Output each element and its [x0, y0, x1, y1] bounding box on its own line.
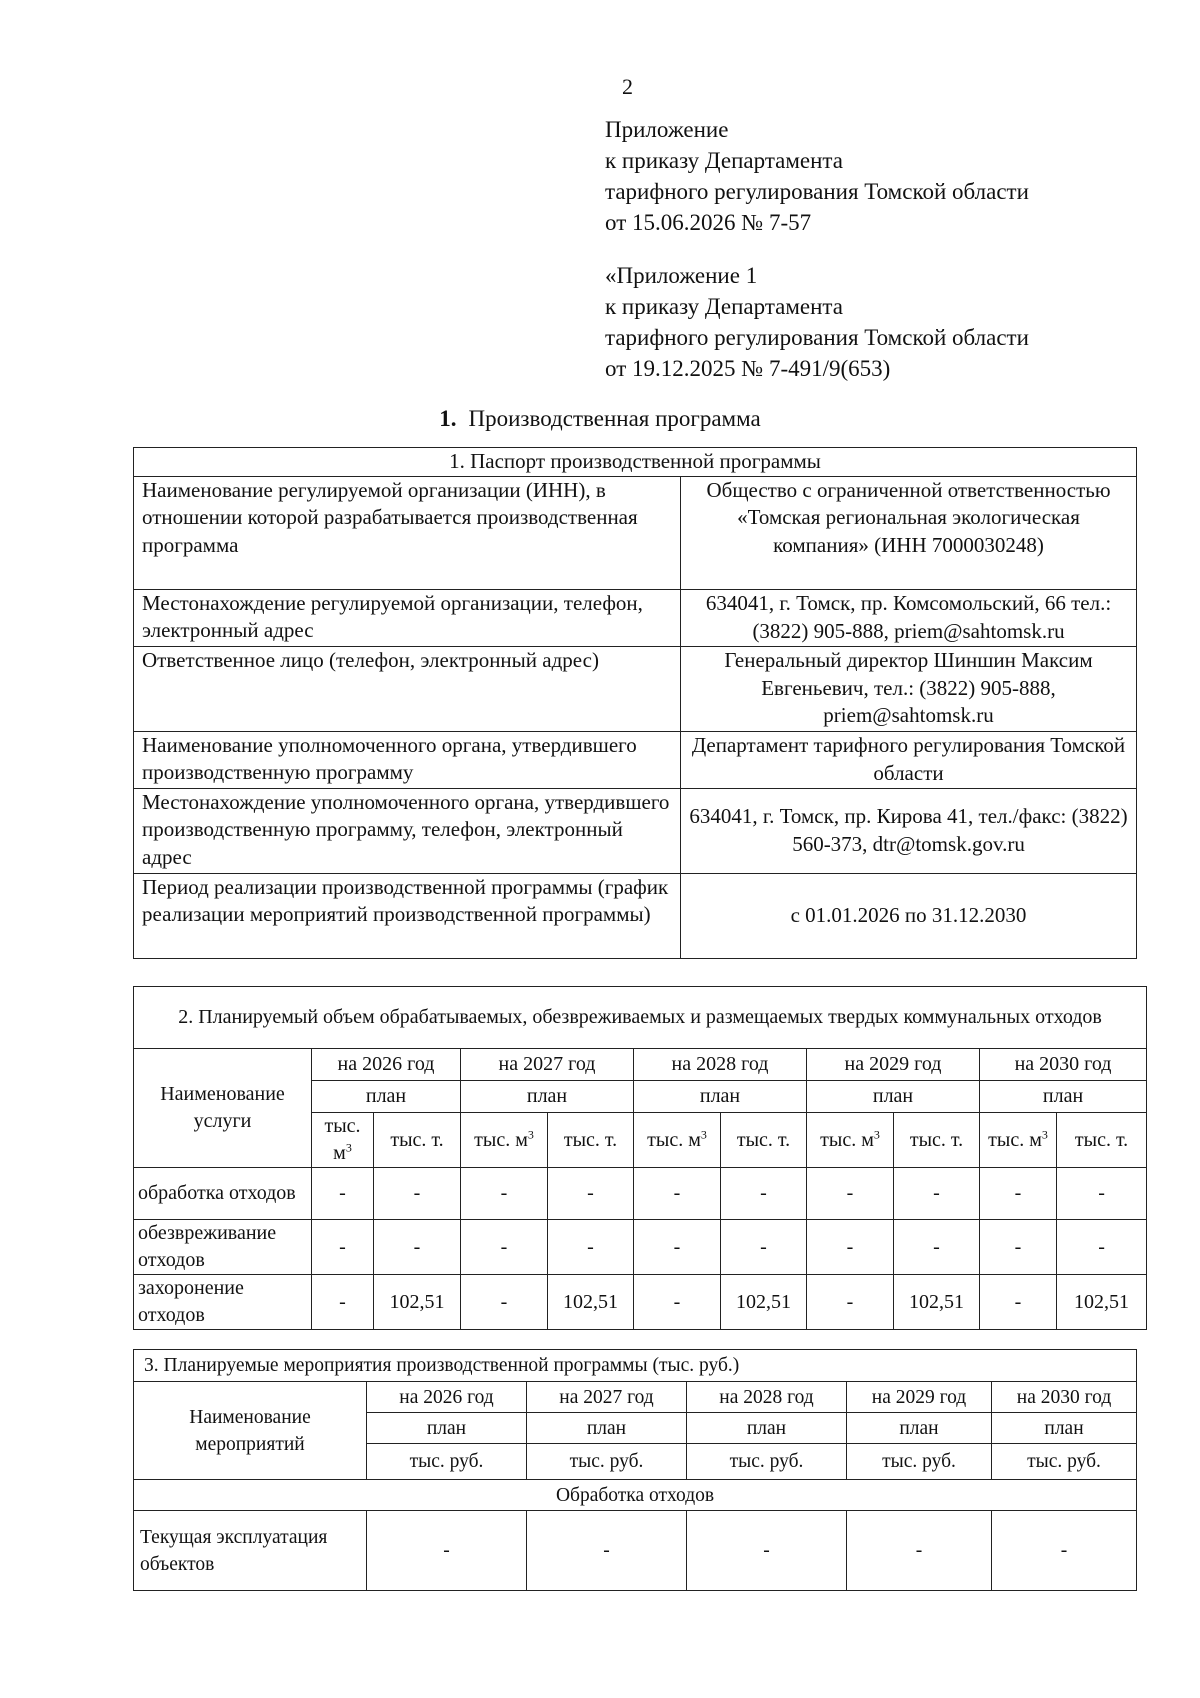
plan-header: план: [367, 1413, 527, 1444]
table-title-row: [134, 448, 1137, 477]
value-cell: 102,51: [548, 1275, 634, 1330]
unit-header: тыс. руб.: [847, 1444, 992, 1480]
year-header: на 2029 год: [847, 1382, 992, 1413]
value-cell: -: [312, 1220, 374, 1275]
volumes-table: [133, 986, 1147, 1330]
appendix-1-line: тарифного регулирования Томской области: [605, 325, 1029, 350]
passport-value: с 01.01.2026 по 31.12.2030: [681, 873, 1137, 958]
unit-t-header: тыс. т.: [721, 1113, 807, 1168]
value-cell: -: [527, 1511, 687, 1591]
subsection-row: [134, 1480, 1137, 1511]
value-cell: -: [461, 1220, 548, 1275]
unit-t-header: тыс. т.: [1057, 1113, 1147, 1168]
unit-m3-label: тыс. м: [324, 1115, 361, 1164]
value-cell: -: [461, 1168, 548, 1220]
table-row: [134, 476, 1137, 589]
section-number: 1.: [439, 406, 457, 431]
table-title-row: [134, 987, 1147, 1049]
value-cell: -: [807, 1275, 894, 1330]
appendix-1-line: к приказу Департамента: [605, 294, 843, 319]
table-row: [134, 788, 1137, 873]
unit-t-header: тыс. т.: [374, 1113, 461, 1168]
plan-header: план: [980, 1081, 1147, 1113]
passport-label: Местонахождение уполномоченного органа, утвердившего производственную программу, телефон, электронный адрес: [134, 788, 681, 873]
plan-header: план: [634, 1081, 807, 1113]
value-cell: -: [721, 1168, 807, 1220]
plan-header: план: [992, 1413, 1137, 1444]
year-header: на 2026 год: [312, 1049, 461, 1081]
unit-header: тыс. руб.: [992, 1444, 1137, 1480]
appendix-line: тарифного регулирования Томской области: [605, 179, 1029, 204]
passport-label: Местонахождение регулируемой организации, телефон, электронный адрес: [134, 589, 681, 646]
unit-m3-header: [807, 1113, 894, 1168]
value-cell: -: [687, 1511, 847, 1591]
unit-m3-label: тыс. м: [647, 1128, 701, 1151]
unit-t-header: тыс. т.: [894, 1113, 980, 1168]
year-header: на 2028 год: [687, 1382, 847, 1413]
table-row: [134, 646, 1137, 731]
value-cell: -: [894, 1220, 980, 1275]
plan-header: план: [687, 1413, 847, 1444]
year-header: на 2030 год: [980, 1049, 1147, 1081]
value-cell: -: [980, 1220, 1057, 1275]
passport-value: 634041, г. Томск, пр. Кирова 41, тел./факс: (3822) 560-373, dtr@tomsk.gov.ru: [681, 788, 1137, 873]
table-row: [134, 1511, 1137, 1591]
service-name-header: Наименование услуги: [134, 1049, 312, 1168]
value-cell: -: [634, 1220, 721, 1275]
table-row: [134, 731, 1137, 788]
appendix-line: от 15.06.2026 № 7-57: [605, 210, 812, 235]
value-cell: -: [548, 1220, 634, 1275]
year-header: на 2027 год: [461, 1049, 634, 1081]
value-cell: -: [374, 1220, 461, 1275]
table-row: [134, 1168, 1147, 1220]
plan-header: план: [461, 1081, 634, 1113]
appendix-1-line: «Приложение 1: [605, 263, 758, 288]
passport-table: [133, 447, 1137, 959]
measure-name-header: Наименование мероприятий: [134, 1382, 367, 1480]
page-number: 2: [622, 74, 633, 99]
unit-m3-sup: 3: [1041, 1126, 1048, 1141]
unit-m3-sup: 3: [700, 1126, 707, 1141]
year-header: на 2026 год: [367, 1382, 527, 1413]
plan-header: план: [312, 1081, 461, 1113]
measure-name: Текущая эксплуатация объектов: [134, 1511, 367, 1591]
value-cell: -: [367, 1511, 527, 1591]
passport-title: 1. Паспорт производственной программы: [134, 448, 1137, 477]
appendix-line: к приказу Департамента: [605, 148, 843, 173]
value-cell: -: [1057, 1168, 1147, 1220]
unit-m3-header: [461, 1113, 548, 1168]
value-cell: -: [807, 1220, 894, 1275]
unit-m3-sup: 3: [527, 1126, 534, 1141]
measures-title: 3. Планируемые мероприятия производственной программы (тыс. руб.): [134, 1350, 1137, 1382]
passport-label: Ответственное лицо (телефон, электронный адрес): [134, 646, 681, 731]
value-cell: -: [847, 1511, 992, 1591]
unit-m3-label: тыс. м: [988, 1128, 1042, 1151]
value-cell: 102,51: [721, 1275, 807, 1330]
value-cell: -: [980, 1168, 1057, 1220]
subsection-title: Обработка отходов: [134, 1480, 1137, 1511]
year-header-row: [134, 1382, 1137, 1413]
value-cell: -: [807, 1168, 894, 1220]
unit-header: тыс. руб.: [367, 1444, 527, 1480]
appendix-header: [605, 114, 1029, 238]
value-cell: 102,51: [374, 1275, 461, 1330]
table-row: [134, 589, 1137, 646]
passport-label: Наименование регулируемой организации (ИНН), в отношении которой разрабатывается производственная программа: [134, 476, 681, 589]
unit-m3-sup: 3: [345, 1140, 352, 1155]
value-cell: -: [548, 1168, 634, 1220]
table-row: [134, 873, 1137, 958]
passport-label: Период реализации производственной программы (график реализации мероприятий производственной программы): [134, 873, 681, 958]
value-cell: -: [312, 1275, 374, 1330]
table-title-row: [134, 1350, 1137, 1382]
year-header: на 2030 год: [992, 1382, 1137, 1413]
value-cell: -: [312, 1168, 374, 1220]
year-header-row: [134, 1049, 1147, 1081]
appendix-1-line: от 19.12.2025 № 7-491/9(653): [605, 356, 891, 381]
value-cell: 102,51: [1057, 1275, 1147, 1330]
value-cell: 102,51: [894, 1275, 980, 1330]
passport-value: Общество с ограниченной ответственностью «Томская региональная экологическая компания» (ИНН 7000030248): [681, 476, 1137, 589]
section-title: Производственная программа: [468, 406, 761, 431]
unit-t-header: тыс. т.: [548, 1113, 634, 1168]
value-cell: -: [634, 1168, 721, 1220]
unit-m3-header: [980, 1113, 1057, 1168]
value-cell: -: [1057, 1220, 1147, 1275]
value-cell: -: [634, 1275, 721, 1330]
unit-m3-header: [312, 1113, 374, 1168]
year-header: на 2029 год: [807, 1049, 980, 1081]
value-cell: -: [461, 1275, 548, 1330]
passport-value: Генеральный директор Шиншин Максим Евгеньевич, тел.: (3822) 905-888, priem@sahtomsk.ru: [681, 646, 1137, 731]
service-name: обработка отходов: [134, 1168, 312, 1220]
plan-header: план: [807, 1081, 980, 1113]
unit-m3-sup: 3: [873, 1126, 880, 1141]
appendix-1-header: [605, 260, 1029, 384]
value-cell: -: [894, 1168, 980, 1220]
table-row: [134, 1220, 1147, 1275]
passport-value: Департамент тарифного регулирования Томской области: [681, 731, 1137, 788]
plan-header: план: [847, 1413, 992, 1444]
service-name: захоронение отходов: [134, 1275, 312, 1330]
table-row: [134, 1275, 1147, 1330]
unit-m3-header: [634, 1113, 721, 1168]
passport-label: Наименование уполномоченного органа, утвердившего производственную программу: [134, 731, 681, 788]
unit-header: тыс. руб.: [687, 1444, 847, 1480]
service-name: обезвреживание отходов: [134, 1220, 312, 1275]
plan-header: план: [527, 1413, 687, 1444]
passport-value: 634041, г. Томск, пр. Комсомольский, 66 тел.: (3822) 905-888, priem@sahtomsk.ru: [681, 589, 1137, 646]
unit-m3-label: тыс. м: [474, 1128, 528, 1151]
value-cell: -: [992, 1511, 1137, 1591]
volumes-title: 2. Планируемый объем обрабатываемых, обезвреживаемых и размещаемых твердых коммунальных отходов: [134, 987, 1147, 1049]
unit-m3-label: тыс. м: [820, 1128, 874, 1151]
unit-header: тыс. руб.: [527, 1444, 687, 1480]
year-header: на 2028 год: [634, 1049, 807, 1081]
appendix-line: Приложение: [605, 117, 729, 142]
measures-table: [133, 1349, 1137, 1591]
value-cell: -: [980, 1275, 1057, 1330]
value-cell: -: [721, 1220, 807, 1275]
year-header: на 2027 год: [527, 1382, 687, 1413]
value-cell: -: [374, 1168, 461, 1220]
section-heading: [0, 406, 1200, 432]
